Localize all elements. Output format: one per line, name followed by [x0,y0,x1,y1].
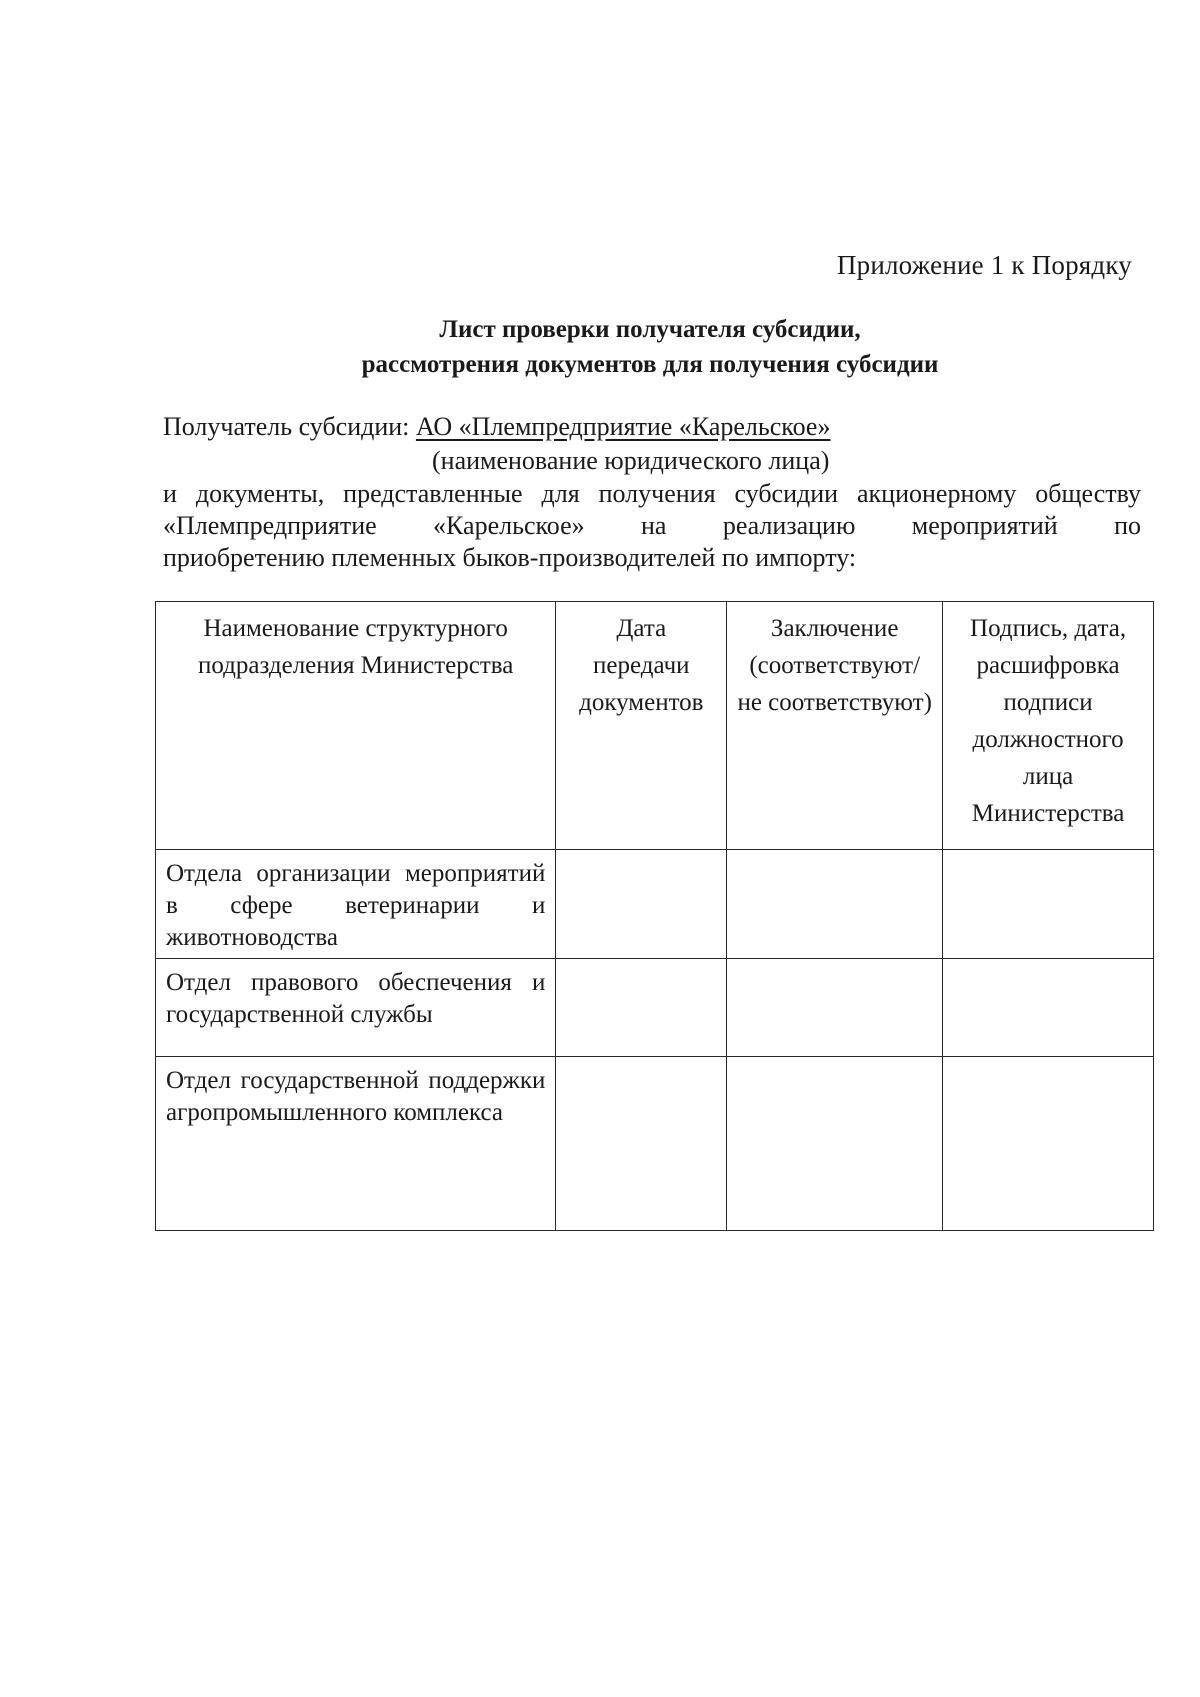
intro-paragraph [163,478,1141,574]
recipient-hint: (наименование юридического лица) [432,446,830,475]
header-department: Наименование структурного подразделения Министерства [156,602,556,850]
signature-cell [943,1057,1154,1231]
recipient-value: АО «Племпредприятие «Карельское» [415,412,831,441]
department-name: Отдела организации мероприятий в сфере ветеринарии и животноводства [156,850,556,959]
header-signature: Подпись, дата, расшифровка подписи должностного лица Министерства [943,602,1154,850]
transfer-date-cell [556,850,727,959]
conclusion-cell [727,1057,943,1231]
recipient-label: Получатель субсидии: [163,412,410,441]
intro-line-3: приобретению племенных быков-производителей по импорту: [163,543,857,572]
table-row [156,959,1154,1057]
table-header-row [156,602,1154,850]
appendix-note: Приложение 1 к Порядку [836,250,1132,280]
conclusion-cell [727,959,943,1057]
signature-cell [943,959,1154,1057]
table-row [156,850,1154,959]
title-line-1: Лист проверки получателя субсидии, [439,316,861,343]
check-table [155,601,1154,1231]
header-conclusion: Заключение (соответствуют/ не соответствуют) [727,602,943,850]
transfer-date-cell [556,1057,727,1231]
conclusion-cell [727,850,943,959]
document-title [150,312,1150,382]
department-name: Отдел государственной поддержки агропромышленного комплекса [156,1057,556,1231]
department-name: Отдел правового обеспечения и государственной службы [156,959,556,1057]
transfer-date-cell [556,959,727,1057]
recipient-line [163,412,830,442]
intro-line-2: «Племпредприятие «Карельское» на реализацию мероприятий по [163,511,1141,540]
header-transfer-date: Дата передачи документов [556,602,727,850]
intro-line-1: и документы, представленные для получения субсидии акционерному обществу [163,479,1141,508]
title-line-2: рассмотрения документов для получения субсидии [361,351,939,378]
table-row [156,1057,1154,1231]
signature-cell [943,850,1154,959]
